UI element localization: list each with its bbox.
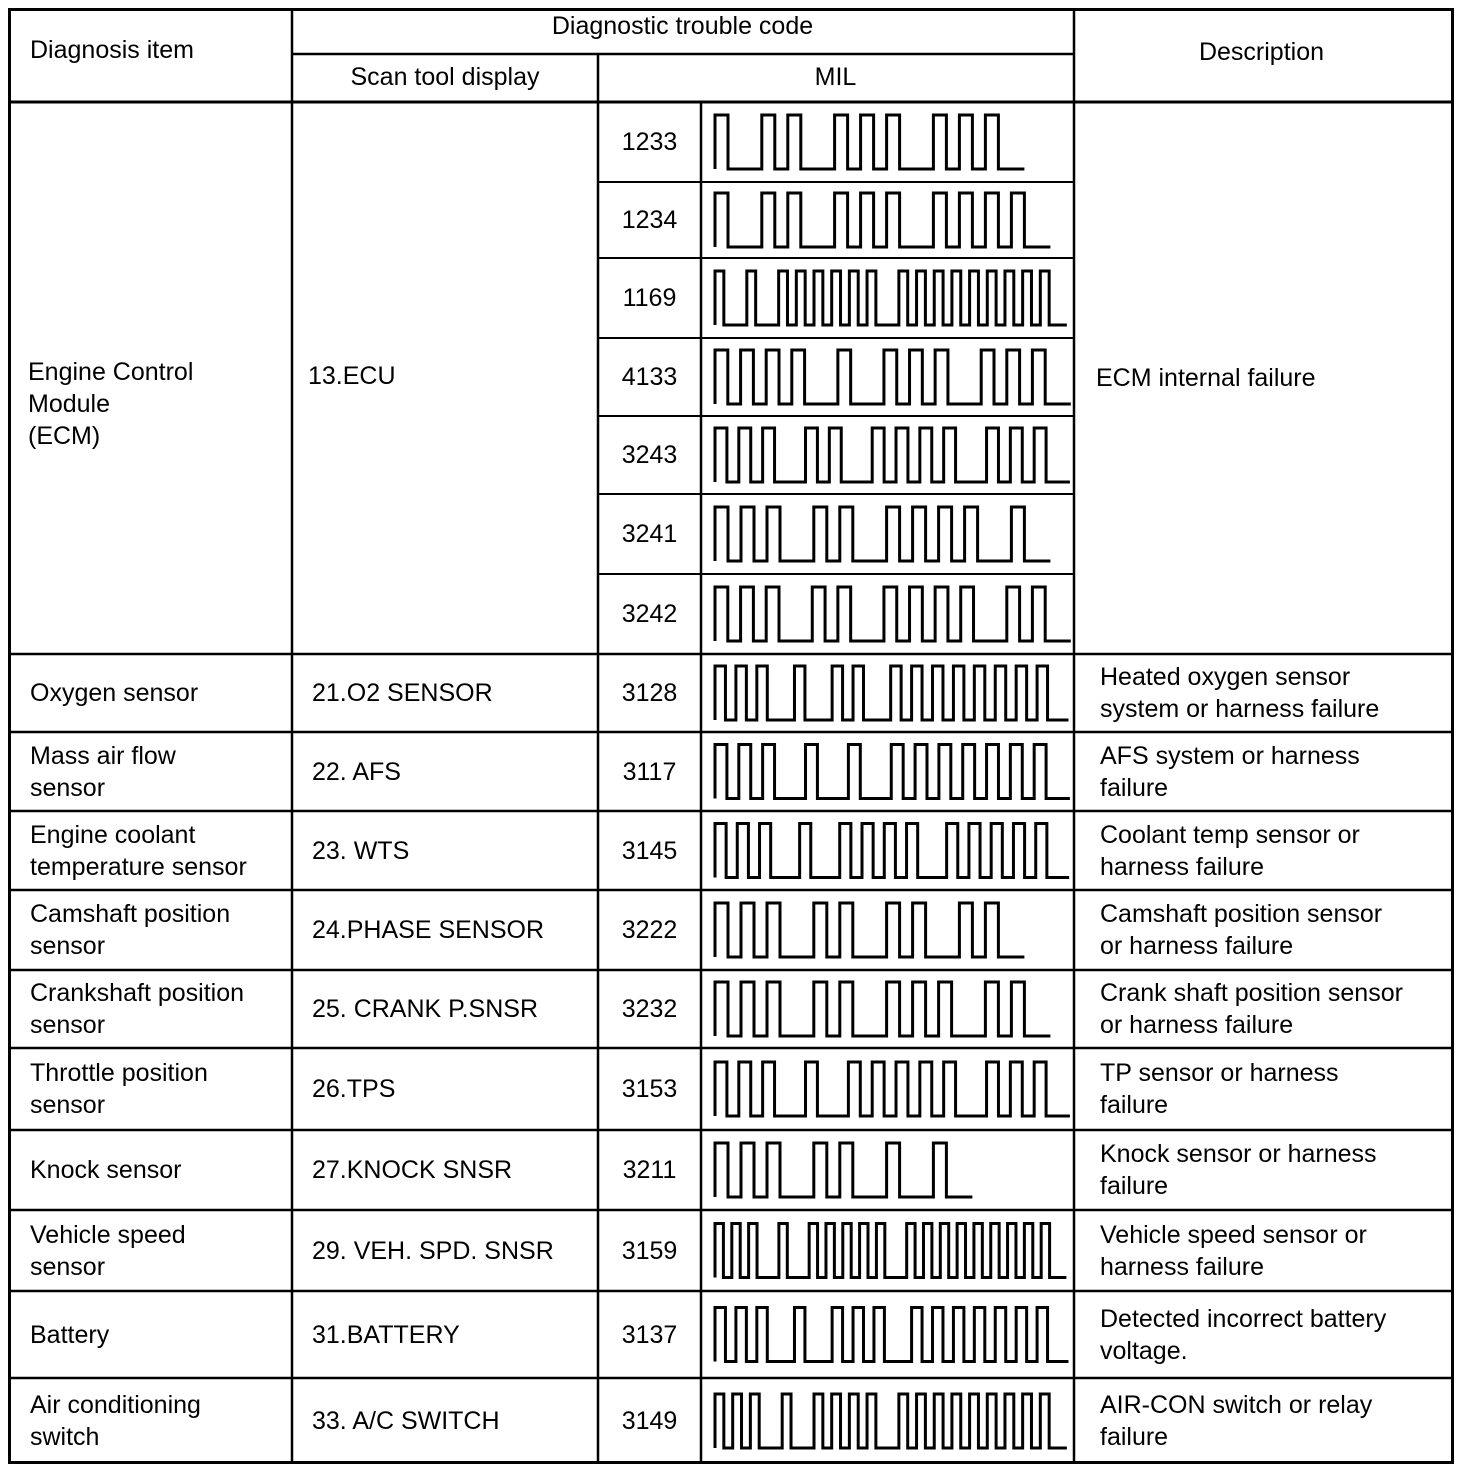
header-scan-tool-display: Scan tool display: [350, 63, 540, 91]
mil-flash-pattern: [715, 1143, 972, 1197]
diagnosis-item: Mass air flow sensor: [30, 741, 176, 802]
dtc-code: 3145: [621, 836, 678, 865]
mil-flash-pattern: [715, 115, 1024, 169]
dtc-code: 3211: [622, 1156, 677, 1184]
diagnosis-item: Oxygen sensor: [30, 679, 199, 707]
description: Heated oxygen sensor system or harness failure: [1100, 663, 1380, 723]
description: AFS system or harness failure: [1100, 741, 1360, 802]
ecm-dtc-code: 3242: [621, 600, 678, 628]
header-dtc: Diagnostic trouble code: [551, 12, 814, 40]
scan-tool-display: 33. A/C SWITCH: [312, 1407, 500, 1435]
description: Coolant temp sensor or harness failure: [1100, 820, 1360, 881]
mil-flash-pattern: [715, 428, 1070, 482]
ecm-dtc-code: 1234: [621, 206, 678, 234]
dtc-table: [8, 8, 1454, 1464]
dtc-code: 3117: [622, 757, 677, 786]
header-mil: MIL: [814, 63, 857, 91]
diagnosis-item: Engine coolant temperature sensor: [30, 820, 247, 881]
ecm-dtc-code: 1233: [621, 128, 678, 156]
ecm-dtc-code: 3241: [621, 520, 678, 548]
description: TP sensor or harness failure: [1100, 1059, 1339, 1119]
diagnosis-item: Knock sensor: [30, 1156, 182, 1184]
dtc-code: 3159: [621, 1236, 678, 1265]
diagnosis-item: Battery: [30, 1320, 110, 1349]
mil-flash-pattern: [715, 507, 1050, 561]
description: Crank shaft position sensor or harness failure: [1100, 979, 1403, 1039]
scan-tool-display: 22. AFS: [312, 757, 401, 786]
scan-tool-display: 21.O2 SENSOR: [312, 679, 493, 707]
mil-flash-pattern: [715, 982, 1050, 1036]
diagnosis-item: Vehicle speed sensor: [30, 1220, 186, 1281]
ecm-diagnosis-item: Engine Control Module (ECM): [28, 358, 194, 450]
dtc-code: 3137: [621, 1320, 678, 1349]
mil-flash-pattern: [715, 1308, 1068, 1362]
description: AIR-CON switch or relay failure: [1100, 1391, 1373, 1451]
mil-flash-pattern: [715, 350, 1071, 404]
mil-flash-pattern: [715, 193, 1050, 247]
ecm-dtc-code: 4133: [621, 363, 678, 391]
description: Camshaft position sensor or harness failure: [1100, 900, 1383, 960]
mil-flash-pattern: [715, 666, 1068, 720]
dtc-code: 3128: [621, 679, 678, 707]
dtc-code: 3222: [621, 916, 678, 944]
description: Vehicle speed sensor or harness failure: [1100, 1220, 1367, 1281]
mil-flash-pattern: [715, 1062, 1070, 1116]
ecm-dtc-code: 3243: [621, 441, 678, 469]
ecm-description: ECM internal failure: [1096, 364, 1316, 392]
ecm-scan-tool-display: 13.ECU: [308, 362, 396, 390]
diagnosis-item: Throttle position sensor: [30, 1059, 208, 1119]
dtc-code: 3149: [621, 1407, 678, 1435]
description: Knock sensor or harness failure: [1100, 1140, 1377, 1200]
dtc-code: 3153: [621, 1075, 678, 1103]
header-description: Description: [1198, 38, 1325, 66]
mil-flash-pattern: [715, 1394, 1067, 1448]
mil-flash-pattern: [715, 824, 1069, 878]
diagnosis-item: Camshaft position sensor: [30, 900, 231, 960]
dtc-code: 3232: [621, 995, 678, 1023]
scan-tool-display: 24.PHASE SENSOR: [312, 916, 545, 944]
mil-flash-pattern: [715, 903, 1024, 957]
mil-flash-pattern: [715, 745, 1070, 799]
scan-tool-display: 29. VEH. SPD. SNSR: [312, 1236, 554, 1265]
scan-tool-display: 27.KNOCK SNSR: [312, 1156, 513, 1184]
description: Detected incorrect battery voltage.: [1100, 1304, 1387, 1365]
mil-flash-pattern: [715, 271, 1067, 325]
diagnosis-item: Air conditioning switch: [30, 1391, 201, 1451]
scan-tool-display: 25. CRANK P.SNSR: [312, 995, 539, 1023]
scan-tool-display: 31.BATTERY: [312, 1320, 460, 1349]
diagnosis-item: Crankshaft position sensor: [30, 979, 245, 1039]
ecm-dtc-code: 1169: [622, 284, 677, 312]
scan-tool-display: 26.TPS: [312, 1075, 396, 1103]
mil-flash-pattern: [715, 587, 1071, 641]
mil-flash-pattern: [715, 1224, 1066, 1278]
scan-tool-display: 23. WTS: [312, 836, 410, 865]
header-diagnosis-item: Diagnosis item: [30, 36, 194, 64]
